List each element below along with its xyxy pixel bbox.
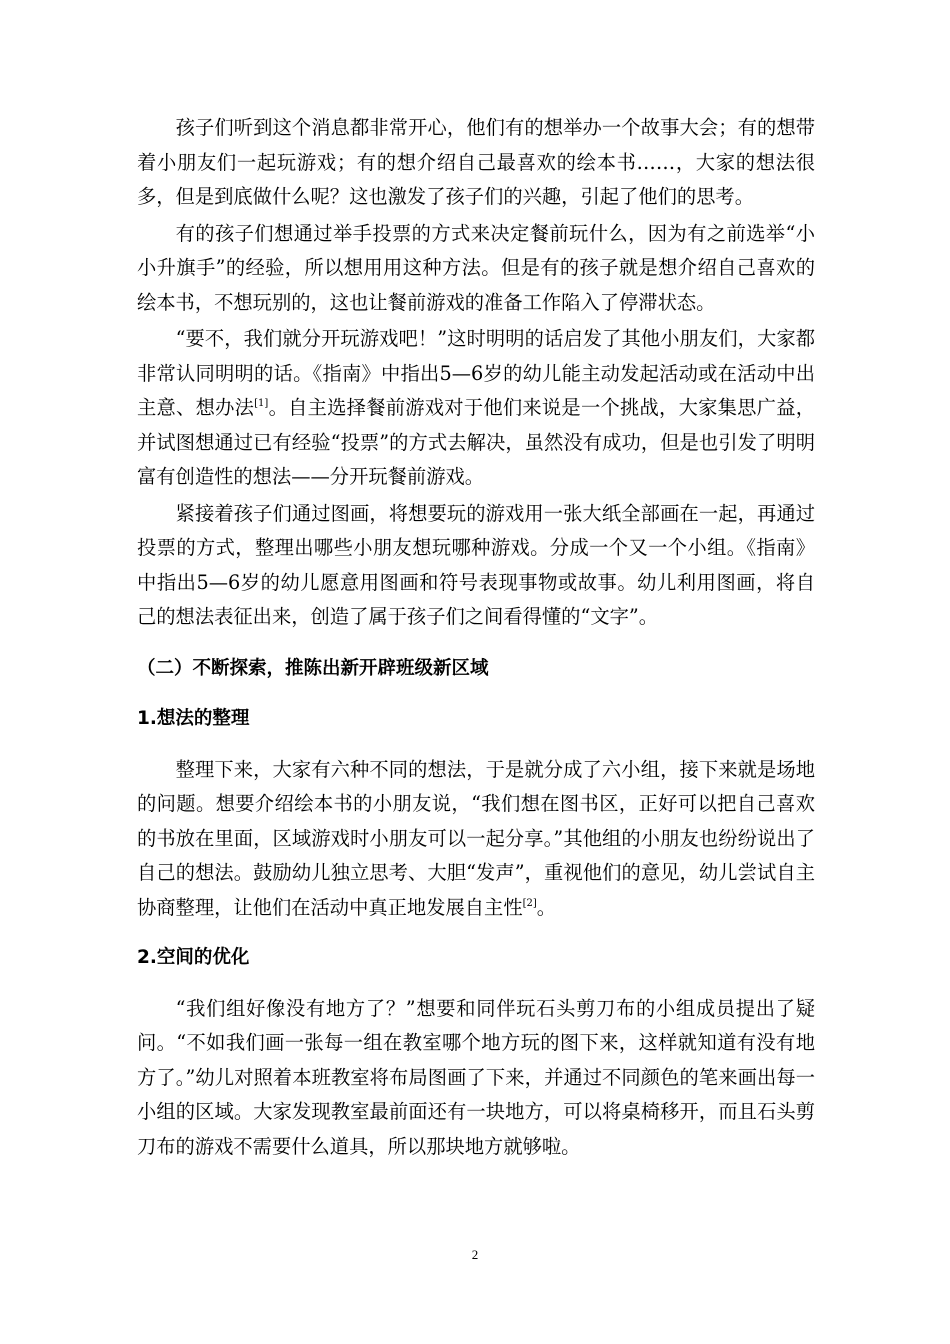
paragraph-text-part: 整理下来，大家有六种不同的想法，于是就分成了六小组，接下来就是场地的问题。想要介绍绘本书的小朋友说，“我们想在图书区，正好可以把自己喜欢的书放在里面，区域游戏时小朋友可以一起分享。”其他组的小朋友也纷纷说出了自己的想法。鼓励幼儿独立思考、大胆“发声”，重视他们的意见，幼儿尝试自主协商整理，让他们在活动中真正地发展自主性 — [137, 757, 815, 919]
page-number: 2 — [471, 1247, 479, 1262]
paragraph-text-part: 。 — [536, 895, 557, 919]
paragraph-drawing: 紧接着孩子们通过图画，将想要玩的游戏用一张大纸全部画在一起，再通过投票的方式，整理出哪些小朋友想玩哪种游戏。分成一个又一个小组。《指南》中指出5—6岁的幼儿愿意用图画和符号表现事物或故事。幼儿利用图画，将自己的想法表征出来，创造了属于孩子们之间看得懂的“文字”。 — [137, 501, 815, 628]
citation-ref-2: [2] — [522, 897, 537, 909]
page-body — [137, 111, 815, 1164]
paragraph-story-ideas: 孩子们听到这个消息都非常开心，他们有的想举办一个故事大会；有的想带着小朋友们一起玩游戏；有的想介绍自己最喜欢的绘本书……，大家的想法很多，但是到底做什么呢？这也激发了孩子们的兴趣，引起了他们的思考。 — [137, 116, 815, 208]
paragraph-split-games — [137, 322, 815, 495]
paragraph-organize-ideas — [137, 753, 815, 926]
paragraph-space-optimize: “我们组好像没有地方了？”想要和同伴玩石头剪刀布的小组成员提出了疑问。“不如我们画一张每一组在教室哪个地方玩的图下来，这样就知道有没有地方了。”幼儿对照着本班教室将布局图画了下来，并通过不同颜色的笔来画出每一小组的区域。大家发现教室最前面还有一块地方，可以将桌椅移开，而且石头剪刀布的游戏不需要什么道具，所以那块地方就够啦。 — [137, 996, 815, 1158]
subsection-heading-ideas: 1.想法的整理 — [137, 708, 250, 729]
section-heading-explore: （二）不断探索，推陈出新开辟班级新区域 — [137, 657, 489, 679]
paragraph-voting: 有的孩子们想通过举手投票的方式来决定餐前玩什么，因为有之前选举“小小升旗手”的经验，所以想用用这种方法。但是有的孩子就是想介绍自己喜欢的绘本书，不想玩别的，这也让餐前游戏的准备工作陷入了停滞状态。 — [137, 221, 815, 314]
citation-ref-1: [1] — [254, 398, 269, 409]
paragraph-text-part: 。自主选择餐前游戏对于他们来说是一个挑战，大家集思广益，并试图想通过已有经验“投票”的方式去解决，虽然没有成功，但是也引发了明明富有创造性的想法——分开玩餐前游戏。 — [137, 396, 816, 488]
paragraph-text-part: “要不，我们就分开玩游戏吧！”这时明明的话启发了其他小朋友们，大家都非常认同明明的话。《指南》中指出5—6岁的幼儿能主动发起活动或在活动中出主意、想办法 — [137, 327, 815, 419]
subsection-heading-space: 2.空间的优化 — [137, 947, 250, 968]
